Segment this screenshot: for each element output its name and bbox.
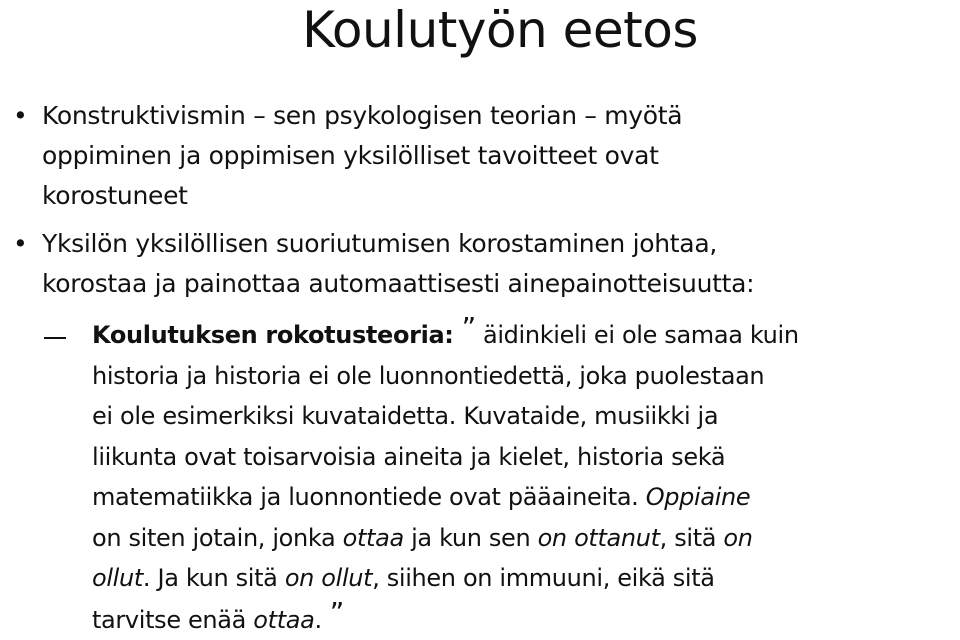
sub-line-3: ei ole esimerkiksi kuvataidetta. Kuvataide, musiikki ja [92,396,952,437]
sub-text-7: ja kun sen [411,524,530,552]
sub-line-8 [92,599,952,640]
sub-text-6: on siten jotain, jonka [92,524,335,552]
bullet-1-line-3: korostuneet [42,176,942,216]
sub-line-5 [92,477,952,518]
sub-italic-7: ottaa [253,606,314,634]
sub-line-4: liikunta ovat toisarvoisia aineita ja kielet, historia sekä [92,437,952,478]
sub-text-8: , sitä [660,524,716,552]
bullet-2-line-2: korostaa ja painottaa automaattisesti ainepainotteisuutta: [42,264,942,304]
sub-italic-3: on ottanut [538,524,660,552]
bullet-dot-icon: • [13,224,28,264]
sub-line-1 [92,314,952,356]
sub-text-12: . [314,606,321,634]
sub-italic-5: ollut [92,564,143,592]
sub-text-10: , siihen on immuuni, eikä sitä [372,564,714,592]
bullet-1-line-1: Konstruktivismin – sen psykologisen teorian – myötä [42,96,942,136]
bullet-2-line-1: Yksilön yksilöllisen suoriutumisen korostaminen johtaa, [42,224,942,264]
bullet-2 [42,224,942,304]
bullet-dot-icon: • [13,96,28,136]
sub-heading: Koulutuksen rokotusteoria: [92,321,454,349]
close-quote: ” [330,596,344,629]
bullet-1-line-2: oppiminen ja oppimisen yksilölliset tavoitteet ovat [42,136,942,176]
sub-text-1: äidinkieli ei ole samaa kuin [483,321,799,349]
sub-italic-1: Oppiaine [646,483,751,511]
sub-italic-6: on ollut [285,564,372,592]
open-quote: ” [462,311,476,344]
sub-bullet-dash-icon [44,337,66,339]
bullet-1 [42,96,942,216]
sub-italic-4: on [723,524,752,552]
sub-line-6 [92,518,952,559]
sub-text-5: matematiikka ja luonnontiede ovat pääaineita. [92,483,638,511]
sub-italic-2: ottaa [343,524,404,552]
sub-line-2: historia ja historia ei ole luonnontiedettä, joka puolestaan [92,356,952,397]
slide-title: Koulutyön eetos [0,0,960,60]
sub-text-11: tarvitse enää [92,606,246,634]
sub-line-7 [92,558,952,599]
sub-bullet [92,314,952,640]
sub-text-9: . Ja kun sitä [143,564,278,592]
